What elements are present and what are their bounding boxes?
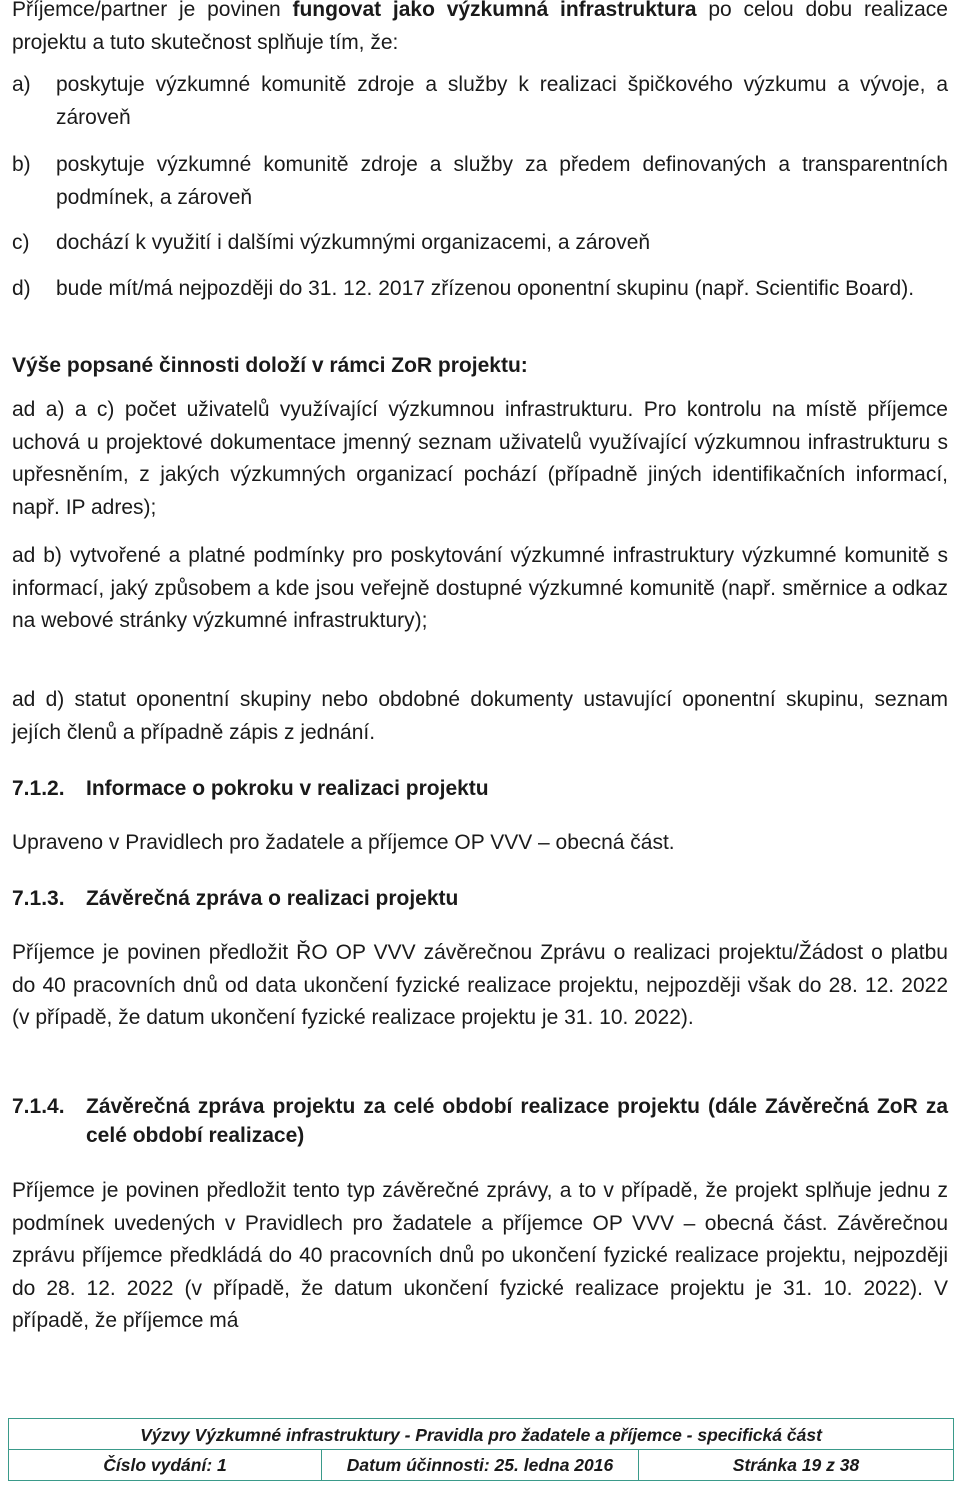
section-number: 7.1.3. [12, 887, 65, 910]
list-item-a [12, 69, 948, 134]
section-number: 7.1.2. [12, 777, 65, 800]
paragraph-ad-ac: ad a) a c) počet uživatelů využívající výzkumnou infrastrukturu. Pro kontrolu na místě příjemce uchová u projektové dokumentace jmenný seznam uživatelů využívající výzkumnou infrastrukturu s upřesněním, z jakých výzkumných organizací pochází (případně jiných identifikačních informací, např. IP adres); [12, 398, 948, 519]
list-item-c [12, 227, 948, 260]
list-text: poskytuje výzkumné komunitě zdroje a služby k realizaci špičkového výzkumu a vývoje, a zároveň [56, 73, 948, 129]
intro-paragraph [12, 0, 948, 59]
section-heading-714 [12, 1092, 948, 1150]
intro-text-start: Příjemce/partner je povinen [12, 0, 293, 21]
footer-page-number: Stránka 19 z 38 [732, 1455, 860, 1475]
list-label: d) [12, 277, 31, 300]
section-heading-712 [12, 773, 948, 806]
page-footer [8, 1418, 954, 1481]
zor-heading: Výše popsané činnosti doloží v rámci ZoR projektu: [12, 354, 528, 377]
list-text: dochází k využití i dalšími výzkumnými organizacemi, a zároveň [56, 231, 651, 254]
section-title: Závěrečná zpráva o realizaci projektu [86, 887, 459, 910]
section-body-713: Příjemce je povinen předložit ŘO OP VVV závěrečnou Zprávu o realizaci projektu/Žádost o platbu do 40 pracovních dnů od data ukončení fyzické realizace projektu, nejpozději však do 28. 12. 2022 (v případě, že datum ukončení fyzické realizace projektu je 31. 10. 2022). [12, 941, 948, 1029]
paragraph-ad-d: ad d) statut oponentní skupiny nebo obdobné dokumenty ustavující oponentní skupinu, seznam jejích členů a případně zápis z jednání. [12, 688, 948, 744]
footer-issue: Číslo vydání: 1 [9, 1450, 322, 1480]
list-text: poskytuje výzkumné komunitě zdroje a služby za předem definovaných a transparentních podmínek, a zároveň [56, 153, 948, 209]
paragraph-ad-b: ad b) vytvořené a platné podmínky pro poskytování výzkumné infrastruktury výzkumné komunitě s informací, jaký způsobem a kde jsou veřejně dostupné výzkumné komunitě (např. směrnice a odkaz na webové stránky výzkumné infrastruktury); [12, 544, 948, 632]
section-body-714: Příjemce je povinen předložit tento typ závěrečné zprávy, a to v případě, že projekt splňuje jednu z podmínek uvedených v Pravidlech pro žadatele a příjemce OP VVV – obecná část. Závěrečnou zprávu příjemce předkládá do 40 pracovních dnů po ukončení fyzické realizace projektu, nejpozději do 28. 12. 2022 (v případě, že datum ukončení fyzické realizace projektu je 31. 10. 2022). V případě, že příjemce má [12, 1179, 948, 1332]
intro-text-end: po celou dobu realizace projektu a tuto skutečnost splňuje tím, že: [12, 0, 948, 54]
section-title: Závěrečná zpráva projektu za celé období realizace projektu (dále Závěrečná ZoR za celé období realizace) [86, 1095, 948, 1147]
list-label: a) [12, 73, 31, 96]
list-item-b [12, 149, 948, 214]
list-label: c) [12, 231, 30, 254]
footer-title: Výzvy Výzkumné infrastruktury - Pravidla pro žadatele a příjemce - specifická část [9, 1419, 953, 1450]
section-number: 7.1.4. [12, 1095, 65, 1118]
section-body-712: Upraveno v Pravidlech pro žadatele a příjemce OP VVV – obecná část. [12, 831, 675, 854]
intro-emphasis: fungovat jako výzkumná infrastruktura [292, 0, 697, 21]
section-title: Informace o pokroku v realizaci projektu [86, 777, 489, 800]
list-item-d [12, 273, 948, 306]
section-heading-713 [12, 883, 948, 916]
list-label: b) [12, 153, 31, 176]
footer-row [9, 1450, 953, 1480]
footer-effective-date: Datum účinnosti: 25. ledna 2016 [322, 1450, 639, 1480]
list-text: bude mít/má nejpozději do 31. 12. 2017 zřízenou oponentní skupinu (např. Scientific Board). [56, 277, 915, 300]
